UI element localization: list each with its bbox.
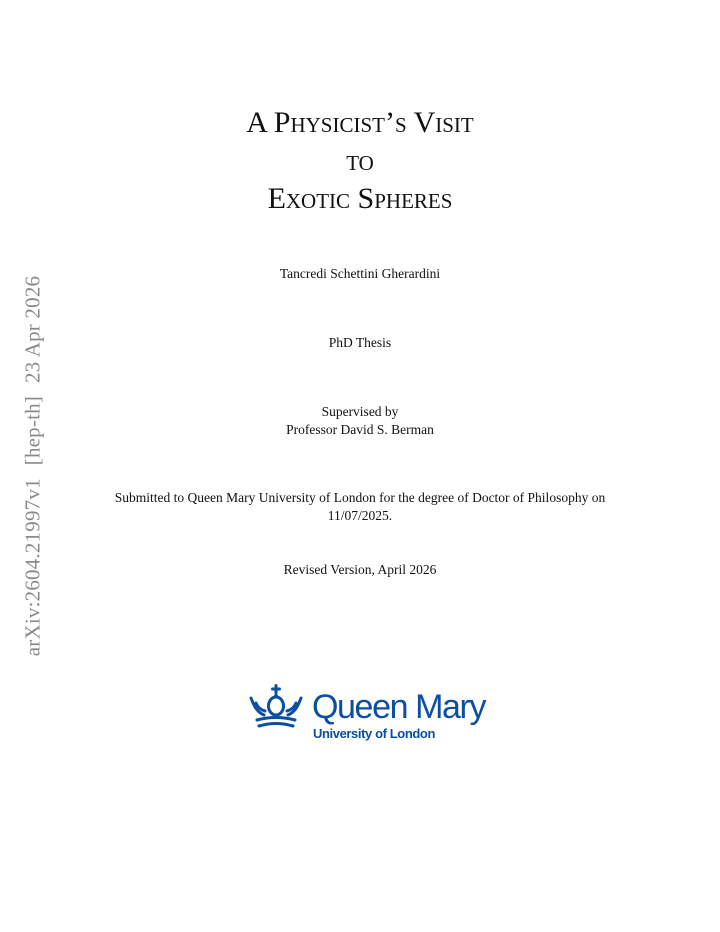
revision-note: Revised Version, April 2026: [283, 562, 437, 577]
title-line-1: A Physicist’s Visit: [246, 106, 474, 139]
university-logo: [248, 684, 486, 746]
thesis-title: [0, 104, 720, 218]
title-line-2: to: [346, 144, 374, 177]
arxiv-identifier-stamp: [21, 276, 46, 656]
supervisor-block: [0, 403, 720, 439]
submission-line-2: 11/07/2025.: [327, 508, 393, 523]
logo-subtitle: University of London: [313, 726, 436, 741]
submission-line-1: Submitted to Queen Mary University of London for the degree of Doctor of Philosophy on: [114, 490, 606, 505]
arxiv-id: arXiv:2604.21997v1: [20, 478, 45, 657]
author-name: Tancredi Schettini Gherardini: [279, 266, 441, 281]
degree-type: PhD Thesis: [328, 335, 392, 350]
logo-wordmark: Queen Mary: [312, 688, 486, 726]
supervisor-name: Professor David S. Berman: [286, 422, 434, 437]
arxiv-category: [hep-th]: [20, 395, 45, 466]
arxiv-date: 23 Apr 2026: [20, 275, 45, 383]
supervisor-label: Supervised by: [321, 404, 399, 419]
title-line-3: Exotic Spheres: [267, 182, 453, 215]
submission-statement: [0, 489, 720, 525]
crown-icon: [248, 684, 304, 730]
